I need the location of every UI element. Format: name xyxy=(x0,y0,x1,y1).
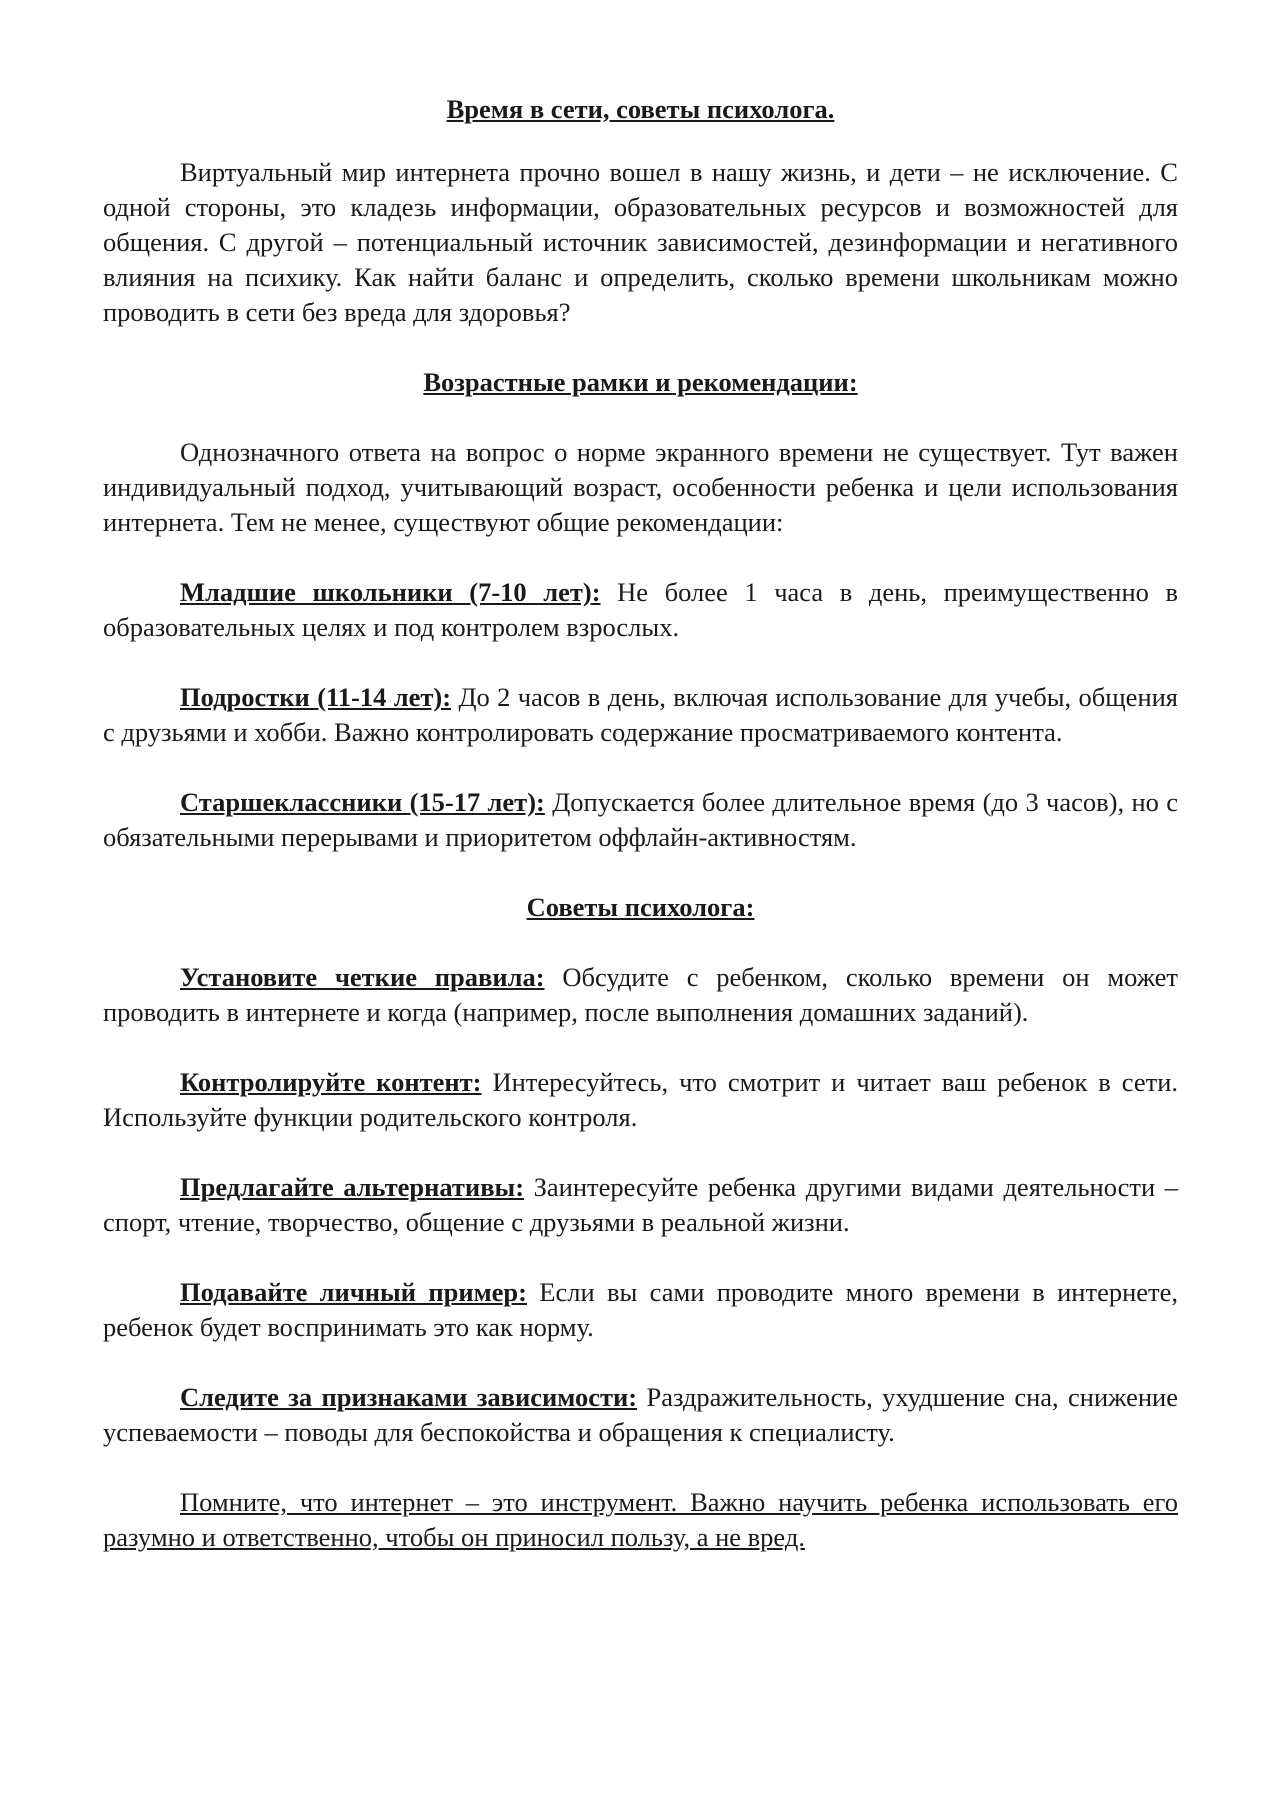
age-item-label: Младшие школьники (7-10 лет): xyxy=(180,577,601,607)
age-intro-paragraph: Однозначного ответа на вопрос о норме экранного времени не существует. Тут важен индивидуальный подход, учитывающий возраст, особенности ребенка и цели использования интернета. Тем не менее, существуют общие рекомендации: xyxy=(103,437,1178,537)
section-heading-tips: Советы психолога: xyxy=(526,892,755,922)
tip-item-alternatives xyxy=(103,1170,1178,1240)
age-item-senior xyxy=(103,785,1178,855)
tip-item-example xyxy=(103,1275,1178,1345)
age-item-label: Старшеклассники (15-17 лет): xyxy=(180,787,545,817)
tip-item-addiction xyxy=(103,1380,1178,1450)
tip-item-text: Обсудите с ребенком, сколько времени он может проводить в интернете и когда (например, после выполнения домашних заданий). xyxy=(103,962,1178,1027)
intro-paragraph: Виртуальный мир интернета прочно вошел в нашу жизнь, и дети – не исключение. С одной стороны, это кладезь информации, образовательных ресурсов и возможностей для общения. С другой – потенциальный источник зависимостей, дезинформации и негативного влияния на психику. Как найти баланс и определить, сколько времени школьникам можно проводить в сети без вреда для здоровья? xyxy=(103,157,1178,327)
tip-item-label: Контролируйте контент: xyxy=(180,1067,482,1097)
tip-item-text: Интересуйтесь, что смотрит и читает ваш ребенок в сети. Используйте функции родительского контроля. xyxy=(103,1067,1178,1132)
age-item-junior xyxy=(103,575,1178,645)
tip-item-label: Установите четкие правила: xyxy=(180,962,545,992)
age-item-label: Подростки (11-14 лет): xyxy=(180,682,452,712)
conclusion-paragraph: Помните, что интернет – это инструмент. Важно научить ребенка использовать его разумно и ответственно, чтобы он приносил пользу, а не вред. xyxy=(103,1487,1178,1552)
age-item-text: Не более 1 часа в день, преимущественно в образовательных целях и под контролем взрослых. xyxy=(103,577,1178,642)
tip-item-text: Заинтересуйте ребенка другими видами деятельности – спорт, чтение, творчество, общение с друзьями в реальной жизни. xyxy=(103,1172,1178,1237)
document-page xyxy=(103,92,1178,1590)
tip-item-rules xyxy=(103,960,1178,1030)
document-title: Время в сети, советы психолога. xyxy=(446,94,835,124)
section-heading-age: Возрастные рамки и рекомендации: xyxy=(423,367,858,397)
tip-item-label: Подавайте личный пример: xyxy=(180,1277,527,1307)
tip-item-label: Предлагайте альтернативы: xyxy=(180,1172,525,1202)
age-item-text: Допускается более длительное время (до 3 часов), но с обязательными перерывами и приоритетом оффлайн-активностям. xyxy=(103,787,1178,852)
tip-item-text: Раздражительность, ухудшение сна, снижение успеваемости – поводы для беспокойства и обращения к специалисту. xyxy=(103,1382,1178,1447)
age-item-text: До 2 часов в день, включая использование для учебы, общения с друзьями и хобби. Важно контролировать содержание просматриваемого контента. xyxy=(103,682,1178,747)
tip-item-text: Если вы сами проводите много времени в интернете, ребенок будет воспринимать это как норму. xyxy=(103,1277,1178,1342)
tip-item-content xyxy=(103,1065,1178,1135)
tip-item-label: Следите за признаками зависимости: xyxy=(180,1382,638,1412)
age-item-teen xyxy=(103,680,1178,750)
